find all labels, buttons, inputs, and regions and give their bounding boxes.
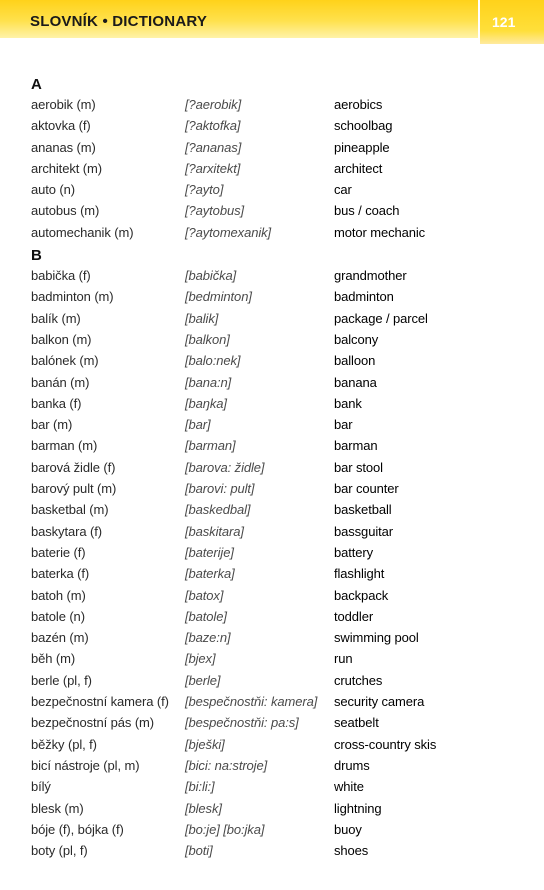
- dictionary-entry: [31, 286, 531, 307]
- entry-pronunciation: [bici: na:stroje]: [185, 757, 268, 773]
- dictionary-entry: [31, 585, 531, 606]
- dictionary-entry: [31, 712, 531, 733]
- entry-word: balónek (m): [31, 353, 99, 369]
- entry-translation: crutches: [334, 672, 383, 688]
- entry-pronunciation: [boti]: [185, 843, 213, 859]
- entry-pronunciation: [baterije]: [185, 544, 234, 560]
- entry-translation: swimming pool: [334, 630, 419, 646]
- entry-word: bóje (f), bójka (f): [31, 821, 124, 837]
- dictionary-entry: [31, 670, 531, 691]
- dictionary-entry: [31, 521, 531, 542]
- entry-word: barový pult (m): [31, 481, 117, 497]
- entry-pronunciation: [baskitara]: [185, 523, 244, 539]
- entry-translation: buoy: [334, 821, 362, 837]
- entry-translation: bus / coach: [334, 203, 400, 219]
- entry-word: bezpečnostní kamera (f): [31, 694, 169, 710]
- entry-translation: aerobics: [334, 97, 383, 112]
- dictionary-entry: [31, 265, 531, 286]
- entry-translation: cross-country skis: [334, 736, 437, 752]
- dictionary-entry: [31, 222, 531, 243]
- entry-pronunciation: [?aytobus]: [185, 203, 244, 219]
- entry-translation: flashlight: [334, 566, 385, 582]
- entry-word: aktovka (f): [31, 118, 91, 134]
- dictionary-entry: [31, 457, 531, 478]
- entry-word: bicí nástroje (pl, m): [31, 757, 140, 773]
- dictionary-entry: [31, 798, 531, 819]
- dictionary-entry: [31, 329, 531, 350]
- entry-word: batoh (m): [31, 587, 86, 603]
- entry-pronunciation: [barovi: pult]: [185, 481, 255, 497]
- entry-pronunciation: [bo:je] [bo:jka]: [185, 821, 265, 837]
- entry-translation: barman: [334, 438, 378, 454]
- entry-word: baterie (f): [31, 544, 86, 560]
- section-letter: A: [31, 76, 42, 93]
- entry-translation: toddler: [334, 608, 374, 624]
- entry-word: barová židle (f): [31, 459, 116, 475]
- dictionary-entry: [31, 627, 531, 648]
- entry-pronunciation: [?ayto]: [185, 182, 224, 198]
- dictionary-entry: [31, 648, 531, 669]
- entry-pronunciation: [?aytomexanik]: [185, 224, 272, 240]
- dictionary-entry: [31, 734, 531, 755]
- entry-translation: bar: [334, 417, 353, 433]
- entry-pronunciation: [balik]: [185, 310, 219, 326]
- entry-word: automechanik (m): [31, 224, 134, 240]
- dictionary-entry: [31, 542, 531, 563]
- entry-pronunciation: [bi:li:]: [185, 779, 215, 795]
- entry-word: basketbal (m): [31, 502, 109, 518]
- entry-word: banka (f): [31, 395, 82, 411]
- dictionary-entry: [31, 819, 531, 840]
- entry-pronunciation: [bedminton]: [185, 289, 252, 305]
- entry-translation: architect: [334, 160, 383, 176]
- entry-pronunciation: [bjex]: [185, 651, 216, 667]
- entry-pronunciation: [bana:n]: [185, 374, 232, 390]
- entry-translation: bassguitar: [334, 523, 393, 539]
- entry-pronunciation: [bješki]: [185, 736, 225, 752]
- dictionary-entry: [31, 350, 531, 371]
- entry-word: baterka (f): [31, 566, 90, 582]
- entry-pronunciation: [?arxitekt]: [185, 160, 241, 176]
- entry-translation: run: [334, 651, 353, 667]
- entry-word: babička (f): [31, 268, 91, 284]
- entry-word: blesk (m): [31, 800, 84, 816]
- entry-translation: lightning: [334, 800, 382, 816]
- entry-word: barman (m): [31, 438, 98, 454]
- dictionary-entry: [31, 691, 531, 712]
- entry-translation: schoolbag: [334, 118, 393, 134]
- dictionary-entry: [31, 435, 531, 456]
- entry-word: berle (pl, f): [31, 672, 92, 688]
- entry-translation: white: [334, 779, 364, 795]
- section-letter: B: [31, 247, 42, 265]
- entry-word: běžky (pl, f): [31, 736, 97, 752]
- dictionary-entry: [31, 606, 531, 627]
- entry-word: baskytara (f): [31, 523, 102, 539]
- entry-translation: backpack: [334, 587, 389, 603]
- entry-pronunciation: [baze:n]: [185, 630, 231, 646]
- entry-translation: seatbelt: [334, 715, 379, 731]
- entry-pronunciation: [barova: židle]: [185, 459, 265, 475]
- entry-translation: bar counter: [334, 481, 399, 497]
- entry-pronunciation: [balkon]: [185, 331, 230, 347]
- entry-word: bar (m): [31, 417, 73, 433]
- entry-translation: badminton: [334, 289, 394, 305]
- dictionary-entry: [31, 478, 531, 499]
- entry-translation: security camera: [334, 694, 425, 710]
- dictionary-entry: [31, 115, 531, 136]
- entry-word: bílý: [31, 779, 51, 795]
- entry-translation: grandmother: [334, 268, 407, 284]
- dictionary-content: [31, 76, 531, 861]
- entry-translation: basketball: [334, 502, 392, 518]
- entry-pronunciation: [batox]: [185, 587, 224, 603]
- entry-word: běh (m): [31, 651, 76, 667]
- entry-translation: drums: [334, 757, 370, 773]
- entry-translation: balcony: [334, 331, 379, 347]
- dictionary-entry: [31, 393, 531, 414]
- entry-pronunciation: [baskedbal]: [185, 502, 251, 518]
- entry-pronunciation: [?aerobik]: [185, 97, 242, 112]
- entry-translation: motor mechanic: [334, 224, 426, 240]
- entry-pronunciation: [bespečnostňi: kamera]: [185, 694, 318, 710]
- dictionary-entry: [31, 499, 531, 520]
- entry-word: auto (n): [31, 182, 76, 198]
- entry-translation: banana: [334, 374, 377, 390]
- entry-word: aerobik (m): [31, 97, 96, 112]
- dictionary-entry: [31, 94, 531, 115]
- entry-pronunciation: [balo:nek]: [185, 353, 241, 369]
- entry-translation: bar stool: [334, 459, 383, 475]
- entry-word: batole (n): [31, 608, 85, 624]
- entry-pronunciation: [blesk]: [185, 800, 222, 816]
- entry-translation: bank: [334, 395, 362, 411]
- dictionary-entry: [31, 158, 531, 179]
- entry-word: architekt (m): [31, 160, 102, 176]
- entry-word: ananas (m): [31, 139, 96, 155]
- entry-word: badminton (m): [31, 289, 114, 305]
- dictionary-entry: [31, 372, 531, 393]
- dictionary-entry: [31, 840, 531, 861]
- entry-word: balík (m): [31, 310, 81, 326]
- entry-pronunciation: [?aktofka]: [185, 118, 241, 134]
- entry-word: autobus (m): [31, 203, 100, 219]
- entry-translation: package / parcel: [334, 310, 428, 326]
- page-number: 121: [492, 14, 516, 30]
- entry-translation: balloon: [334, 353, 376, 369]
- entry-pronunciation: [barman]: [185, 438, 236, 454]
- dictionary-entry: [31, 755, 531, 776]
- dictionary-entry: [31, 200, 531, 221]
- entry-pronunciation: [bar]: [185, 417, 211, 433]
- entry-word: bezpečnostní pás (m): [31, 715, 155, 731]
- dictionary-entry: [31, 776, 531, 797]
- page-title: SLOVNÍK • DICTIONARY: [30, 13, 208, 30]
- entry-translation: pineapple: [334, 139, 390, 155]
- dictionary-entry: [31, 563, 531, 584]
- entry-translation: car: [334, 182, 352, 198]
- entry-pronunciation: [baŋka]: [185, 395, 227, 411]
- entry-word: boty (pl, f): [31, 843, 88, 859]
- entry-pronunciation: [baterka]: [185, 566, 235, 582]
- dictionary-entry: [31, 179, 531, 200]
- entry-pronunciation: [?ananas]: [185, 139, 242, 155]
- entry-pronunciation: [berle]: [185, 672, 221, 688]
- entry-word: bazén (m): [31, 630, 89, 646]
- dictionary-entry: [31, 414, 531, 435]
- entry-translation: battery: [334, 544, 374, 560]
- entry-pronunciation: [babička]: [185, 268, 237, 284]
- entry-pronunciation: [bespečnostňi: pa:s]: [185, 715, 299, 731]
- entry-translation: shoes: [334, 843, 369, 859]
- entry-word: banán (m): [31, 374, 90, 390]
- entry-pronunciation: [batole]: [185, 608, 227, 624]
- entry-word: balkon (m): [31, 331, 92, 347]
- dictionary-entry: [31, 308, 531, 329]
- dictionary-entry: [31, 137, 531, 158]
